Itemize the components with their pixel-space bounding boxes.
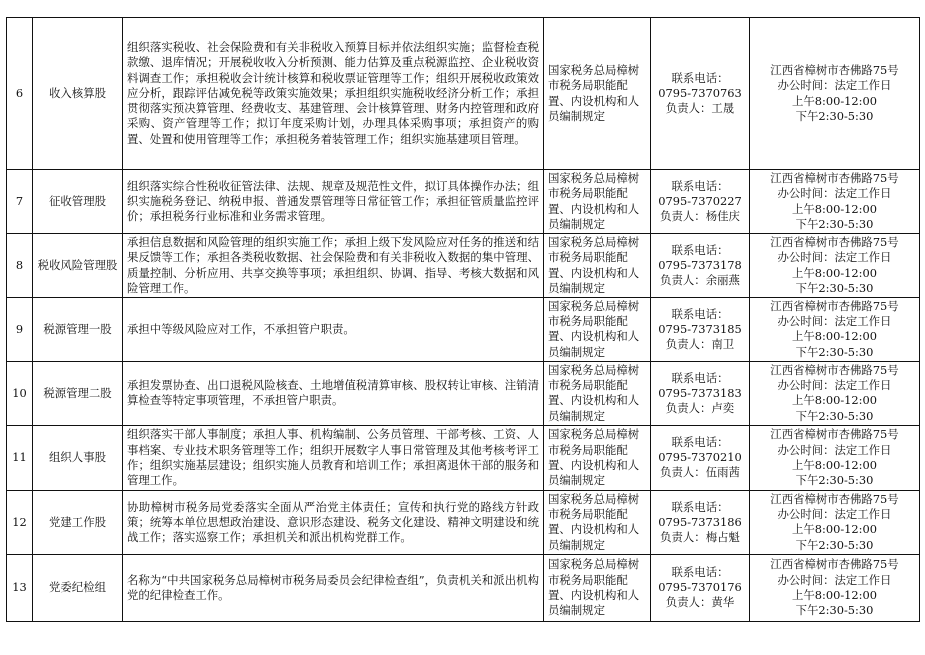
- department-duties: 承担信息数据和风险管理的组织实施工作；承担上级下发风险应对任务的推送和结果反馈等工作；承担各类税收数据、社会保险费和有关非税收入数据的集中管理、质量控制、分析应用、共享交换等事项；承担组织、协调、指导、考核大数据和风险管理工作。: [123, 234, 544, 298]
- phone-label: 联系电话：: [671, 242, 729, 257]
- phone-number: 0795-7370227: [658, 193, 742, 208]
- department-name: 收入核算股: [33, 18, 123, 170]
- phone-label: 联系电话：: [671, 435, 729, 449]
- office-info: [750, 361, 920, 425]
- department-name: 税收风险管理股: [33, 234, 123, 298]
- department-name: 党建工作股: [33, 490, 123, 554]
- table-row: [7, 425, 920, 490]
- department-duties: 名称为“中共国家税务总局樟树市税务局委员会纪律检查组”，负责机关和派出机构党的纪律检查工作。: [123, 554, 544, 621]
- person-in-charge: 负责人：工晟: [665, 101, 735, 116]
- office-address: 江西省樟树市杏佛路75号: [770, 491, 899, 506]
- table-row: [7, 361, 920, 425]
- person-in-charge: 负责人：卢奕: [665, 400, 735, 415]
- office-info: [750, 298, 920, 362]
- legal-basis: 国家税务总局樟树市税务局职能配置、内设机构和人员编制规定: [544, 18, 651, 170]
- morning-hours: 上午8:00-12:00: [791, 393, 878, 408]
- contact-info: [651, 554, 750, 621]
- office-hours-label: 办公时间：法定工作日: [777, 507, 892, 522]
- row-number: 9: [7, 298, 33, 362]
- office-info: [750, 170, 920, 234]
- contact-info: [651, 18, 750, 170]
- morning-hours: 上午8:00-12:00: [791, 201, 878, 216]
- office-info: [750, 425, 920, 490]
- phone-number: 0795-7370210: [658, 450, 742, 465]
- legal-basis: 国家税务总局樟树市税务局职能配置、内设机构和人员编制规定: [544, 298, 651, 362]
- phone-label: 联系电话：: [671, 178, 729, 193]
- phone-label: 联系电话：: [671, 70, 729, 85]
- contact-info: [651, 361, 750, 425]
- office-hours-label: 办公时间：法定工作日: [777, 442, 892, 457]
- table-row: [7, 170, 920, 234]
- phone-number: 0795-7370176: [658, 580, 742, 595]
- morning-hours: 上午8:00-12:00: [791, 93, 878, 108]
- morning-hours: 上午8:00-12:00: [791, 522, 878, 537]
- phone-number: 0795-7373178: [658, 257, 742, 272]
- legal-basis: 国家税务总局樟树市税务局职能配置、内设机构和人员编制规定: [544, 234, 651, 298]
- afternoon-hours: 下午2:30-5:30: [795, 216, 874, 231]
- person-in-charge: 负责人：伍雨茜: [660, 465, 740, 480]
- table-row: [7, 554, 920, 621]
- department-duties: 协助樟树市税务局党委落实全面从严治党主体责任；宣传和执行党的路线方针政策；统筹本单位思想政治建设、意识形态建设、税务文化建设、精神文明建设和统战工作；落实巡察工作；承担机关和派出机构党群工作。: [123, 490, 544, 554]
- afternoon-hours: 下午2:30-5:30: [795, 408, 874, 423]
- afternoon-hours: 下午2:30-5:30: [795, 537, 874, 552]
- phone-number: 0795-7370763: [658, 85, 742, 100]
- office-address: 江西省樟树市杏佛路75号: [770, 299, 899, 313]
- office-address: 江西省樟树市杏佛路75号: [770, 171, 899, 186]
- table-row: [7, 234, 920, 298]
- afternoon-hours: 下午2:30-5:30: [795, 473, 874, 488]
- morning-hours: 上午8:00-12:00: [791, 457, 878, 472]
- contact-info: [651, 170, 750, 234]
- legal-basis: 国家税务总局樟树市税务局职能配置、内设机构和人员编制规定: [544, 170, 651, 234]
- phone-number: 0795-7373183: [658, 385, 742, 400]
- office-address: 江西省樟树市杏佛路75号: [770, 63, 899, 78]
- department-duties: 组织落实干部人事制度；承担人事、机构编制、公务员管理、干部考核、工资、人事档案、专业技术职务管理等工作；组织开展数字人事日常管理及其他考核考评工作；组织实施基层建设；组织实施人员教育和培训工作；承担离退休干部的服务和管理工作。: [123, 425, 544, 490]
- phone-label: 联系电话：: [671, 499, 729, 514]
- legal-basis: 国家税务总局樟树市税务局职能配置、内设机构和人员编制规定: [544, 361, 651, 425]
- office-info: [750, 490, 920, 554]
- person-in-charge: 负责人：黄华: [665, 595, 735, 610]
- legal-basis: 国家税务总局樟树市税务局职能配置、内设机构和人员编制规定: [544, 554, 651, 621]
- morning-hours: 上午8:00-12:00: [791, 587, 878, 602]
- row-number: 6: [7, 18, 33, 170]
- department-table: [6, 17, 920, 622]
- table-row: [7, 490, 920, 554]
- phone-label: 联系电话：: [671, 565, 729, 579]
- afternoon-hours: 下午2:30-5:30: [795, 344, 874, 359]
- department-name: 党委纪检组: [33, 554, 123, 621]
- person-in-charge: 负责人：余丽燕: [660, 273, 740, 288]
- office-hours-label: 办公时间：法定工作日: [777, 186, 892, 201]
- row-number: 10: [7, 361, 33, 425]
- row-number: 7: [7, 170, 33, 234]
- person-in-charge: 负责人：杨佳庆: [660, 209, 740, 224]
- department-name: 税源管理一股: [33, 298, 123, 362]
- office-info: [750, 18, 920, 170]
- person-in-charge: 负责人：南卫: [665, 337, 735, 351]
- contact-info: [651, 234, 750, 298]
- office-address: 江西省樟树市杏佛路75号: [770, 557, 899, 572]
- office-info: [750, 234, 920, 298]
- office-hours-label: 办公时间：法定工作日: [777, 250, 892, 265]
- office-hours-label: 办公时间：法定工作日: [777, 378, 892, 393]
- office-info: [750, 554, 920, 621]
- person-in-charge: 负责人：梅占魁: [660, 529, 740, 544]
- phone-label: 联系电话：: [671, 370, 729, 385]
- row-number: 13: [7, 554, 33, 621]
- department-name: 税源管理二股: [33, 361, 123, 425]
- phone-number: 0795-7373186: [658, 514, 742, 529]
- contact-info: [651, 298, 750, 362]
- morning-hours: 上午8:00-12:00: [791, 265, 878, 280]
- afternoon-hours: 下午2:30-5:30: [795, 108, 874, 123]
- department-duties: 组织落实税收、社会保险费和有关非税收入预算目标并依法组织实施；监督检查税款缴、退库情况；开展税收收入分析预测、能力估算及重点税源监控、企业税收资料调查工作；承担税收会计统计核算和税收票证管理等工作；组织开展税收政策效应分析，跟踪评估减免税等政策实施效果；承担组织实施税收经济分析工作；承担贯彻落实预决算管理、经费收支、基建管理、会计核算管理、财务内控管理和政府采购、资产管理等工作；拟订年度采购计划，办理具体采购事项；承担资产的购置、处置和使用管理等工作；承担税务着装管理工作；组织实施基建项目管理。: [123, 18, 544, 170]
- table-row: [7, 298, 920, 362]
- office-address: 江西省樟树市杏佛路75号: [770, 362, 899, 377]
- department-duties: 承担发票协查、出口退税风险核查、土地增值税清算审核、股权转让审核、注销清算检查等特定事项管理，不承担管户职责。: [123, 361, 544, 425]
- department-duties: 组织落实综合性税收征管法律、法规、规章及规范性文件，拟订具体操作办法；组织实施税务登记、纳税申报、普通发票管理等日常征管工作；承担征管质量监控评价；承担税务行业标准和业务需求管理。: [123, 170, 544, 234]
- office-address: 江西省樟树市杏佛路75号: [770, 427, 899, 442]
- contact-info: [651, 490, 750, 554]
- department-duties: 承担中等级风险应对工作，不承担管户职责。: [123, 298, 544, 362]
- row-number: 8: [7, 234, 33, 298]
- department-name: 征收管理股: [33, 170, 123, 234]
- legal-basis: 国家税务总局樟树市税务局职能配置、内设机构和人员编制规定: [544, 490, 651, 554]
- office-hours-label: 办公时间：法定工作日: [777, 572, 892, 587]
- row-number: 12: [7, 490, 33, 554]
- office-hours-label: 办公时间：法定工作日: [777, 314, 892, 329]
- row-number: 11: [7, 425, 33, 490]
- office-hours-label: 办公时间：法定工作日: [777, 78, 892, 93]
- afternoon-hours: 下午2:30-5:30: [795, 603, 874, 618]
- phone-number: 0795-7373185: [658, 321, 742, 336]
- phone-label: 联系电话：: [671, 306, 729, 321]
- morning-hours: 上午8:00-12:00: [791, 329, 878, 344]
- office-address: 江西省樟树市杏佛路75号: [770, 235, 899, 250]
- table-row: [7, 18, 920, 170]
- contact-info: [651, 425, 750, 490]
- legal-basis: 国家税务总局樟树市税务局职能配置、内设机构和人员编制规定: [544, 425, 651, 490]
- afternoon-hours: 下午2:30-5:30: [795, 280, 874, 295]
- department-name: 组织人事股: [33, 425, 123, 490]
